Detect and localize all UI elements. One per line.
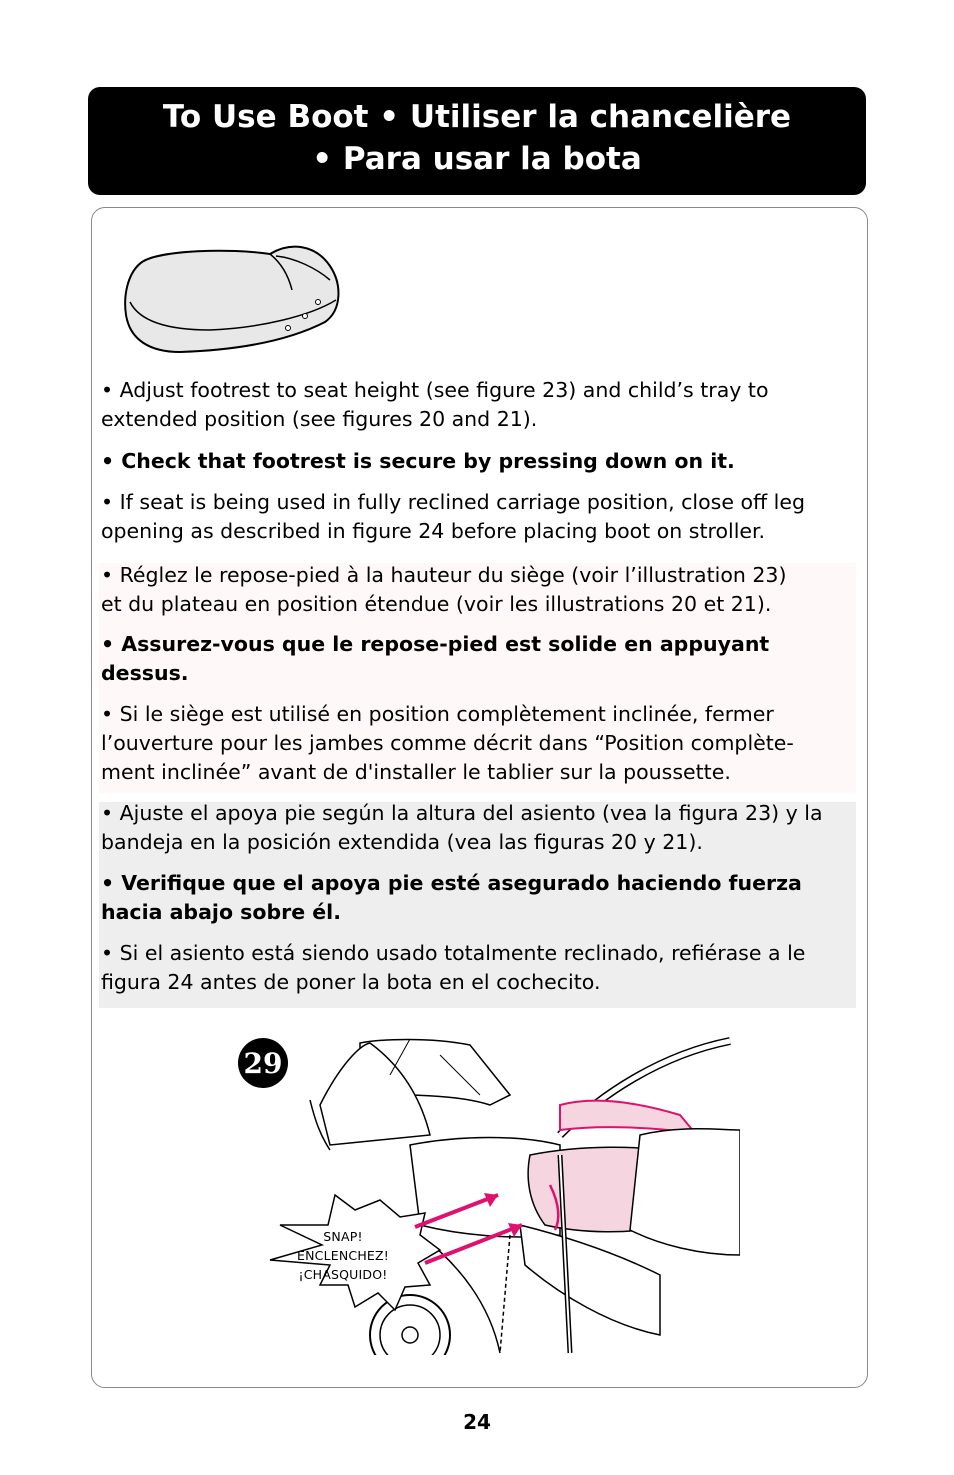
section-title-banner [88,87,866,195]
english-item-1-line-1: • Adjust footrest to seat height (see figure 23) and child’s tray to [101,378,769,402]
french-item-1-line-2: et du plateau en position étendue (voir les illustrations 20 et 21). [101,592,772,616]
french-item-3-line-2: l’ouverture pour les jambes comme décrit dans “Position complète- [101,731,794,755]
english-item-3-line-2: opening as described in figure 24 before placing boot on stroller. [101,519,766,543]
boot-illustration [120,240,350,360]
figure-number-badge: 29 [238,1038,288,1088]
french-item-3-line-1: • Si le siège est utilisé en position complètement inclinée, fermer [101,702,774,726]
title-line-2: • Para usar la bota [312,141,642,177]
english-item-3-line-1: • If seat is being used in fully reclined carriage position, close off leg [101,490,805,514]
instructions-french [99,563,856,793]
spanish-item-2-line-1: • Verifique que el apoya pie esté asegurado haciendo fuerza [101,871,802,895]
french-item-2-line-1: • Assurez-vous que le repose-pied est solide en appuyant [101,632,770,656]
spanish-item-3 [101,939,850,997]
english-item-1 [101,376,850,434]
spanish-item-1 [101,799,850,857]
spanish-item-2 [101,869,850,927]
spanish-item-3-line-1: • Si el asiento está siendo usado totalmente reclinado, refiérase a le [101,941,806,965]
spanish-item-1-line-1: • Ajuste el apoya pie según la altura del asiento (vea la figura 23) y la [101,801,823,825]
snap-label-french: ENCLENCHEZ! [297,1248,389,1263]
french-item-3-line-3: ment inclinée” avant de d'installer le tablier sur la poussette. [101,760,731,784]
snap-callout-label [283,1227,403,1284]
french-item-1 [101,561,850,619]
french-item-2-line-2: dessus. [101,661,189,685]
english-item-3 [101,488,850,546]
french-item-3 [101,700,850,787]
spanish-item-3-line-2: figura 24 antes de poner la bota en el cochecito. [101,970,601,994]
spanish-item-1-line-2: bandeja en la posición extendida (vea las figuras 20 y 21). [101,830,703,854]
french-item-2 [101,630,850,688]
stroller-illustration [260,1035,740,1355]
snap-label-english: SNAP! [323,1229,363,1244]
instructions-english [99,370,856,550]
page-number: 24 [463,1410,491,1434]
spanish-item-2-line-2: hacia abajo sobre él. [101,900,341,924]
instructions-spanish [99,802,856,1008]
english-item-2: • Check that footrest is secure by pressing down on it. [101,449,735,473]
english-item-1-line-2: extended position (see figures 20 and 21). [101,407,538,431]
snap-label-spanish: ¡CHASQUIDO! [298,1267,388,1282]
french-item-1-line-1: • Réglez le repose-pied à la hauteur du siège (voir l’illustration 23) [101,563,787,587]
title-line-1: To Use Boot • Utiliser la chancelière [162,99,792,135]
